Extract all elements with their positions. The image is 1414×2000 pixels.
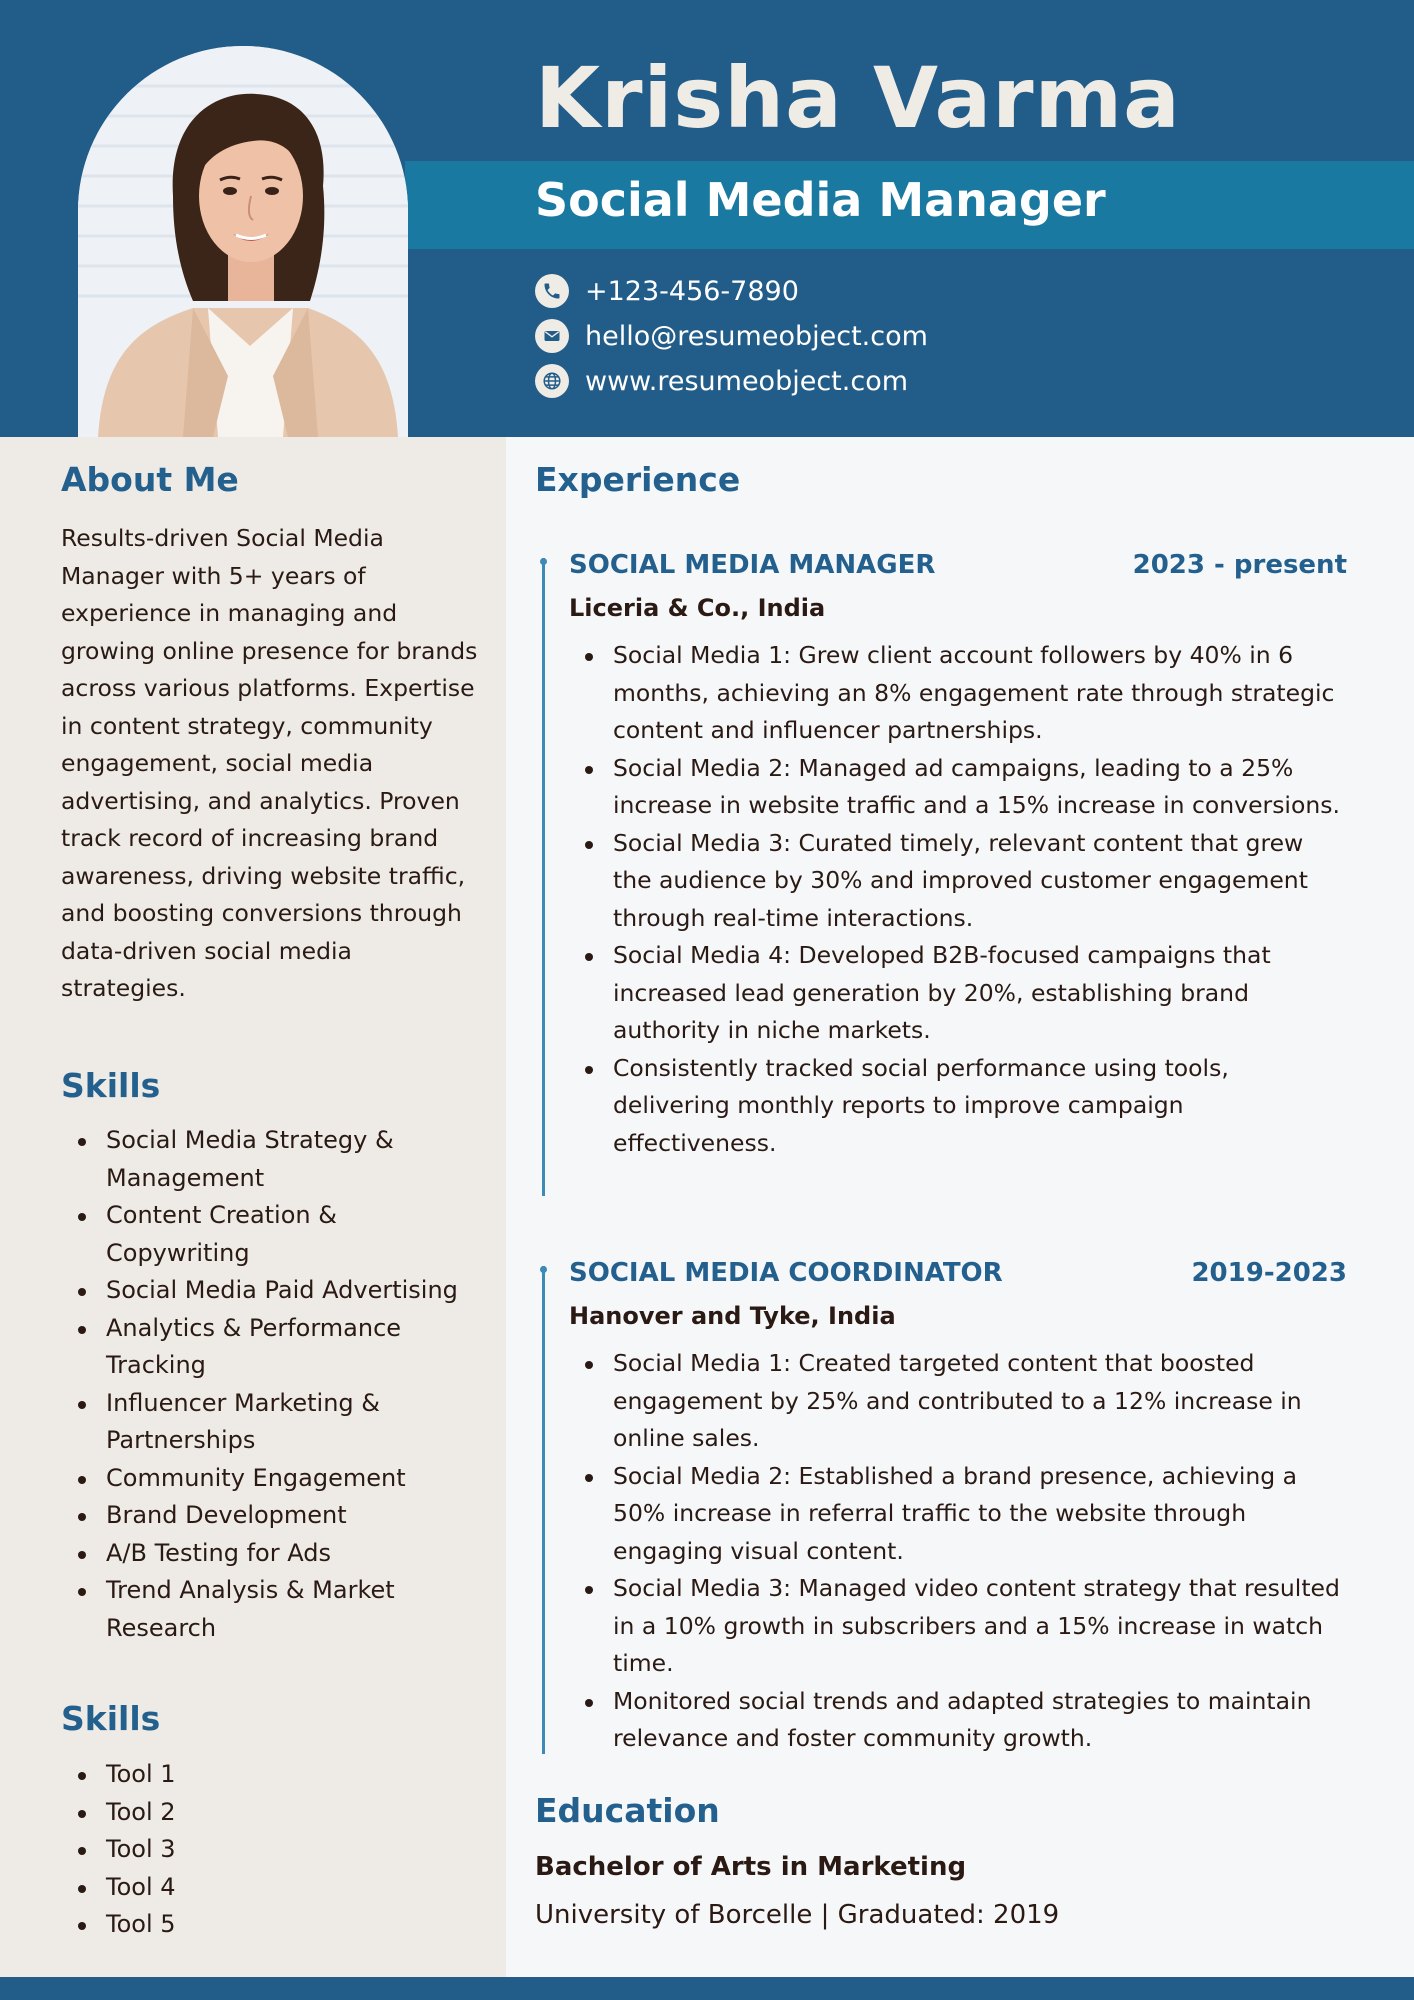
education-degree: Bachelor of Arts in Marketing <box>535 1852 967 1882</box>
job-date: 2019-2023 <box>1191 1258 1347 1288</box>
about-title: About Me <box>61 460 239 499</box>
bullet-item: Monitored social trends and adapted strategies to maintain relevance and foster community growth. <box>569 1683 1349 1758</box>
bullet-item: Social Media 3: Managed video content strategy that resulted in a 10% growth in subscribers and a 15% increase in watch time. <box>569 1570 1349 1683</box>
job-title: SOCIAL MEDIA COORDINATOR <box>569 1258 1003 1288</box>
email-text: hello@resumeobject.com <box>585 320 928 352</box>
footer-bar <box>0 1977 1414 2000</box>
skill-item: Content Creation & Copywriting <box>61 1197 486 1272</box>
skill-item: Social Media Paid Advertising <box>61 1272 486 1310</box>
tools-list <box>61 1756 486 1944</box>
phone-icon <box>535 274 569 308</box>
bullet-item: Social Media 1: Grew client account followers by 40% in 6 months, achieving an 8% engagement rate through strategic content and influencer partnerships. <box>569 637 1349 750</box>
bullet-item: Social Media 3: Curated timely, relevant content that grew the audience by 30% and improved customer engagement through real-time interactions. <box>569 825 1349 938</box>
skill-item: A/B Testing for Ads <box>61 1535 486 1573</box>
globe-icon <box>535 364 569 398</box>
website-text: www.resumeobject.com <box>585 365 909 397</box>
skill-item: Social Media Strategy & Management <box>61 1122 486 1197</box>
bullet-item: Social Media 4: Developed B2B-focused campaigns that increased lead generation by 20%, establishing brand authority in niche markets. <box>569 937 1349 1050</box>
tool-item: Tool 2 <box>61 1794 486 1832</box>
tool-item: Tool 1 <box>61 1756 486 1794</box>
job-bullets <box>569 637 1349 1162</box>
job-title: SOCIAL MEDIA MANAGER <box>569 550 936 580</box>
tool-item: Tool 4 <box>61 1869 486 1907</box>
skill-item: Community Engagement <box>61 1460 486 1498</box>
bullet-item: Social Media 2: Established a brand presence, achieving a 50% increase in referral traffic to the website through engaging visual content. <box>569 1458 1349 1571</box>
education-school: University of Borcelle | Graduated: 2019 <box>535 1900 1060 1930</box>
phone-text: +123-456-7890 <box>585 275 799 307</box>
candidate-role: Social Media Manager <box>535 173 1106 227</box>
candidate-name: Krisha Varma <box>535 49 1181 147</box>
job-date: 2023 - present <box>1132 550 1347 580</box>
education-title: Education <box>535 1791 720 1830</box>
tool-item: Tool 3 <box>61 1831 486 1869</box>
about-text: Results-driven Social Media Manager with 5+ years of experience in managing and growing online presence for brands across various platforms. Expertise in content strategy, community engagement, social media advertising, and analytics. Proven track record of increasing brand awareness, driving website traffic, and boosting conversions through data-driven social media strategies. <box>61 524 478 1002</box>
skill-item: Brand Development <box>61 1497 486 1535</box>
job-company: Hanover and Tyke, India <box>569 1302 896 1330</box>
job-bullets <box>569 1345 1349 1758</box>
tools-title: Skills <box>61 1699 161 1738</box>
profile-photo <box>78 46 408 437</box>
timeline-line <box>542 1266 545 1754</box>
job-company: Liceria & Co., India <box>569 594 826 622</box>
tool-item: Tool 5 <box>61 1906 486 1944</box>
skills-title: Skills <box>61 1066 161 1105</box>
bullet-item: Social Media 2: Managed ad campaigns, leading to a 25% increase in website traffic and a 15% increase in conversions. <box>569 750 1349 825</box>
bullet-item: Consistently tracked social performance using tools, delivering monthly reports to improve campaign effectiveness. <box>569 1050 1349 1163</box>
mail-icon <box>535 319 569 353</box>
skill-item: Trend Analysis & Market Research <box>61 1572 486 1647</box>
timeline-line <box>542 558 545 1196</box>
bullet-item: Social Media 1: Created targeted content that boosted engagement by 25% and contributed to a 12% increase in online sales. <box>569 1345 1349 1458</box>
skill-item: Analytics & Performance Tracking <box>61 1310 486 1385</box>
experience-title: Experience <box>535 460 741 499</box>
skills-list <box>61 1122 486 1647</box>
contact-email <box>535 318 928 354</box>
skill-item: Influencer Marketing & Partnerships <box>61 1385 486 1460</box>
contact-phone <box>535 273 799 309</box>
contact-website <box>535 363 908 399</box>
